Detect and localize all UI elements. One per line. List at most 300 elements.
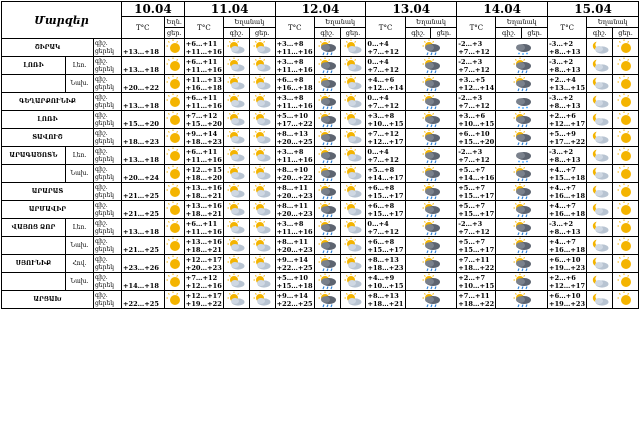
temp-range	[275, 57, 314, 75]
temp-range	[548, 129, 587, 147]
temp-header: T°C	[548, 17, 587, 39]
day-temp: +11…+16	[185, 65, 222, 74]
sun-cloud-icon	[340, 291, 366, 309]
day-label: ցերեկ	[94, 101, 114, 109]
rain-cloud-icon	[314, 129, 340, 147]
night-temp: +12…+15	[185, 165, 222, 174]
sun-icon	[613, 291, 639, 309]
night-temp: +6…+11	[185, 39, 218, 48]
rain-cloud-icon	[405, 93, 457, 111]
night-temp: -2…+3	[458, 93, 483, 102]
night-header: գիշ.	[587, 28, 613, 39]
day-temp: +14…+17	[367, 173, 404, 182]
day-temp: +12…+14	[458, 83, 495, 92]
day-temp: +18…+22	[458, 299, 495, 308]
sun-cloud-icon	[249, 75, 275, 93]
day-label: ցերեկ	[94, 47, 114, 55]
region-row	[2, 237, 639, 255]
day-temp: +8…+13	[549, 227, 581, 236]
temp-range	[275, 237, 314, 255]
rain-cloud-icon	[314, 57, 340, 75]
day-label: ցերեկ	[94, 191, 114, 199]
moon-cloud-icon	[587, 93, 613, 111]
day-temp: +18…+22	[458, 263, 495, 272]
sun-icon	[164, 111, 184, 129]
rain-cloud-icon	[496, 219, 548, 237]
night-temp: +4…+9	[367, 273, 395, 282]
temp-range	[184, 75, 223, 93]
night-temp: 0…+4	[367, 147, 389, 156]
night-temp: +3…+5	[458, 75, 486, 84]
night-temp: +6…+10	[549, 291, 581, 300]
night-temp: +8…+10	[276, 165, 309, 174]
sun-cloud-icon	[224, 219, 250, 237]
day-temp: +11…+16	[276, 65, 313, 74]
day-temp: +12…+17	[367, 137, 404, 146]
temp-range	[366, 93, 405, 111]
temp-range	[275, 75, 314, 93]
day-temp: +15…+17	[367, 245, 404, 254]
night-label: գիշ.	[94, 111, 108, 119]
day-temp: +20…+23	[185, 263, 222, 272]
day-label: ցերեկ	[94, 263, 114, 271]
temp-range	[184, 57, 223, 75]
sun-icon	[613, 201, 639, 219]
rain-cloud-icon	[496, 237, 548, 255]
temp-range	[121, 57, 164, 75]
day-temp: +11…+16	[276, 155, 313, 164]
day-temp: +7…+12	[458, 227, 490, 236]
sun-icon	[164, 75, 184, 93]
night-temp: +8…+13	[276, 129, 309, 138]
day-temp: +21…+25	[122, 209, 159, 218]
sun-cloud-icon	[340, 201, 366, 219]
night-label: գիշ.	[94, 39, 108, 47]
day-temp: +11…+16	[276, 227, 313, 236]
day-temp: +7…+12	[458, 65, 490, 74]
sun-icon	[613, 111, 639, 129]
day-night-labels	[93, 291, 121, 309]
sun-icon	[613, 237, 639, 255]
night-temp: +8…+11	[276, 237, 309, 246]
day-temp: +7…+12	[458, 155, 490, 164]
sun-cloud-icon	[224, 183, 250, 201]
night-label: գիշ.	[94, 147, 108, 155]
day-header: ցեր.	[164, 28, 184, 39]
temp-range	[121, 255, 164, 273]
date-header-2: 11.04	[184, 2, 275, 17]
region-row	[2, 165, 639, 183]
sun-cloud-icon	[249, 273, 275, 291]
day-temp: +7…+12	[458, 47, 490, 56]
sun-icon	[613, 129, 639, 147]
temp-range	[548, 219, 587, 237]
day-temp: +23…+26	[122, 263, 159, 272]
night-temp: +4…+7	[549, 165, 576, 174]
sun-icon	[613, 147, 639, 165]
rain-cloud-icon	[314, 273, 340, 291]
day-temp: +7…+12	[367, 65, 399, 74]
sun-icon	[164, 183, 184, 201]
sun-cloud-icon	[340, 237, 366, 255]
night-temp: -3…+2	[549, 39, 574, 48]
day-temp: +18…+23	[367, 263, 404, 272]
moon-cloud-icon	[587, 201, 613, 219]
temp-range	[457, 75, 496, 93]
sun-cloud-icon	[224, 93, 250, 111]
night-temp: +6…+8	[367, 183, 395, 192]
rain-cloud-icon	[314, 255, 340, 273]
temp-range	[121, 75, 164, 93]
temp-range	[275, 219, 314, 237]
moon-cloud-icon	[587, 183, 613, 201]
sun-cloud-icon	[224, 129, 250, 147]
snow-cloud-icon	[496, 147, 548, 165]
day-temp: +7…+12	[458, 101, 490, 110]
day-temp: +15…+18	[276, 281, 313, 290]
night-temp: +5…+7	[458, 183, 486, 192]
day-night-labels	[93, 75, 121, 93]
temp-range	[548, 255, 587, 273]
region-name: ԱՐՄԱՎԻՐ	[2, 201, 94, 219]
day-temp: +7…+12	[367, 155, 399, 164]
night-temp: +5…+10	[276, 273, 309, 282]
day-header: ցեր.	[431, 28, 457, 39]
temp-range	[457, 201, 496, 219]
sun-cloud-icon	[249, 255, 275, 273]
day-temp: +15…+18	[549, 173, 586, 182]
sun-cloud-icon	[340, 39, 366, 57]
sun-icon	[164, 255, 184, 273]
rain-cloud-icon	[405, 129, 457, 147]
night-temp: +5…+7	[458, 201, 486, 210]
night-temp: -3…+2	[549, 93, 574, 102]
sun-cloud-icon	[224, 111, 250, 129]
day-temp: +15…+20	[458, 137, 495, 146]
temp-range	[548, 57, 587, 75]
rain-cloud-icon	[314, 291, 340, 309]
day-temp: +22…+25	[276, 263, 313, 272]
night-temp: -3…+2	[549, 219, 574, 228]
temp-range	[275, 201, 314, 219]
night-temp: 0…+4	[367, 93, 389, 102]
night-label: գիշ.	[94, 219, 108, 227]
day-temp: +20…+23	[276, 191, 313, 200]
night-header: գիշ.	[314, 28, 340, 39]
night-temp: +6…+11	[185, 147, 218, 156]
night-temp: +9…+14	[276, 291, 309, 300]
night-temp: +6…+10	[458, 129, 490, 138]
night-temp: +6…+11	[185, 219, 218, 228]
day-temp: +13…+18	[122, 65, 159, 74]
region-row	[2, 93, 639, 111]
night-label: գիշ.	[94, 273, 108, 281]
day-temp: +18…+21	[185, 191, 222, 200]
sun-cloud-icon	[340, 111, 366, 129]
day-night-labels	[93, 129, 121, 147]
temp-range	[366, 111, 405, 129]
sun-cloud-icon	[340, 57, 366, 75]
day-temp: +16…+18	[549, 245, 586, 254]
forecast-body	[2, 39, 639, 309]
rain-cloud-icon	[405, 237, 457, 255]
day-night-labels	[93, 219, 121, 237]
rain-cloud-icon	[496, 57, 548, 75]
night-temp: 0…+4	[367, 39, 389, 48]
temp-range	[366, 237, 405, 255]
date-header-1: 10.04	[121, 2, 184, 17]
day-temp: +13…+18	[122, 155, 159, 164]
temp-range	[457, 39, 496, 57]
sun-cloud-icon	[249, 129, 275, 147]
temp-range	[121, 219, 164, 237]
night-temp: +5…+10	[276, 111, 309, 120]
region-row	[2, 75, 639, 93]
day-night-labels	[93, 57, 121, 75]
sun-cloud-icon	[249, 93, 275, 111]
moon-cloud-icon	[587, 273, 613, 291]
temp-range	[275, 273, 314, 291]
sun-icon	[164, 273, 184, 291]
day-temp: +15…+17	[367, 209, 404, 218]
moon-cloud-icon	[587, 255, 613, 273]
day-temp: +19…+23	[549, 299, 586, 308]
day-temp: +15…+20	[185, 119, 222, 128]
day-label: ցերեկ	[94, 227, 114, 235]
sun-icon	[164, 291, 184, 309]
night-header: գիշ.	[405, 28, 431, 39]
night-temp: +4…+7	[549, 201, 576, 210]
zone-label: Լեռ.	[65, 219, 93, 237]
date-header-5: 14.04	[457, 2, 548, 17]
night-temp: +9…+14	[185, 129, 218, 138]
temp-header: T°C	[275, 17, 314, 39]
night-temp: -2…+3	[458, 147, 483, 156]
rain-cloud-icon	[496, 129, 548, 147]
moon-cloud-icon	[587, 147, 613, 165]
night-header: գիշ.	[224, 28, 250, 39]
sun-cloud-icon	[340, 93, 366, 111]
rain-cloud-icon	[405, 147, 457, 165]
temp-range	[457, 111, 496, 129]
rain-cloud-icon	[405, 183, 457, 201]
sun-cloud-icon	[249, 237, 275, 255]
temp-range	[275, 111, 314, 129]
night-temp: -3…+2	[549, 57, 574, 66]
night-temp: -3…+2	[549, 147, 574, 156]
night-temp: +3…+8	[276, 57, 304, 66]
night-temp: +3…+8	[367, 111, 395, 120]
day-temp: +18…+21	[185, 245, 222, 254]
temp-range	[184, 165, 223, 183]
rain-cloud-icon	[314, 165, 340, 183]
night-temp: 0…+4	[367, 57, 389, 66]
day-temp: +11…+16	[276, 101, 313, 110]
region-row	[2, 273, 639, 291]
night-temp: +2…+7	[458, 273, 486, 282]
rain-cloud-icon	[405, 39, 457, 57]
night-temp: +8…+11	[276, 183, 309, 192]
day-temp: +15…+17	[458, 191, 495, 200]
rain-cloud-icon	[496, 255, 548, 273]
temp-range	[121, 39, 164, 57]
temp-range	[366, 129, 405, 147]
night-temp: +6…+8	[276, 75, 304, 84]
temp-range	[548, 237, 587, 255]
sun-icon	[613, 183, 639, 201]
day-temp: +20…+22	[122, 83, 159, 92]
night-temp: +6…+8	[367, 237, 395, 246]
night-temp: +5…+7	[458, 165, 486, 174]
temp-range	[457, 291, 496, 309]
day-temp: +8…+13	[549, 65, 581, 74]
rain-cloud-icon	[405, 255, 457, 273]
rain-cloud-icon	[314, 219, 340, 237]
moon-cloud-icon	[587, 165, 613, 183]
day-label: ցերեկ	[94, 209, 114, 217]
temp-range	[548, 75, 587, 93]
region-name: ԼՈՌԻ	[2, 57, 66, 75]
sun-cloud-icon	[249, 219, 275, 237]
region-row	[2, 39, 639, 57]
day-temp: +13…+15	[549, 83, 586, 92]
sun-cloud-icon	[340, 273, 366, 291]
weather-header: Եղանակ	[496, 17, 548, 28]
day-header: ցեր.	[613, 28, 639, 39]
sun-icon	[164, 219, 184, 237]
night-label: գիշ.	[94, 183, 108, 191]
night-temp: +2…+6	[549, 111, 576, 120]
temp-range	[275, 39, 314, 57]
night-temp: 0…+4	[367, 219, 389, 228]
region-name	[2, 165, 66, 183]
day-header: ցեր.	[340, 28, 366, 39]
temp-range	[121, 147, 164, 165]
rain-cloud-icon	[405, 219, 457, 237]
day-temp: +13…+18	[122, 101, 159, 110]
region-name: ՇԻՐԱԿ	[2, 39, 94, 57]
temp-range	[366, 291, 405, 309]
day-temp: +8…+13	[549, 155, 581, 164]
moon-cloud-icon	[587, 291, 613, 309]
sun-cloud-icon	[249, 183, 275, 201]
temp-range	[275, 291, 314, 309]
sun-cloud-icon	[249, 201, 275, 219]
sun-cloud-icon	[249, 39, 275, 57]
day-temp: +18…+21	[367, 299, 404, 308]
sun-icon	[164, 237, 184, 255]
temp-range	[366, 201, 405, 219]
rain-cloud-icon	[314, 201, 340, 219]
rain-cloud-icon	[405, 165, 457, 183]
sun-cloud-icon	[249, 57, 275, 75]
date-header-4: 13.04	[366, 2, 457, 17]
day-temp: +16…+18	[549, 191, 586, 200]
night-temp: -2…+3	[458, 39, 483, 48]
night-header: գիշ.	[496, 28, 522, 39]
temp-range	[548, 291, 587, 309]
sun-icon	[613, 273, 639, 291]
day-label: ցերեկ	[94, 173, 114, 181]
night-temp: -2…+3	[458, 57, 483, 66]
temp-range	[366, 183, 405, 201]
night-temp: +8…+13	[367, 291, 399, 300]
rain-cloud-icon	[496, 291, 548, 309]
day-temp: +15…+17	[458, 245, 495, 254]
temp-range	[548, 111, 587, 129]
day-temp: +22…+25	[122, 299, 159, 308]
day-label: ցերեկ	[94, 83, 114, 91]
day-temp: +19…+22	[185, 299, 222, 308]
temp-range	[457, 165, 496, 183]
temp-range	[121, 93, 164, 111]
temp-range	[548, 165, 587, 183]
region-name: ՎԱՅՈՑ ՁՈՐ	[2, 219, 66, 237]
temp-range	[548, 201, 587, 219]
night-temp: +2…+6	[549, 273, 576, 282]
night-temp: +7…+11	[458, 291, 490, 300]
region-name: ԱՐՑԱԽ	[2, 291, 94, 309]
temp-range	[184, 129, 223, 147]
sun-icon	[613, 57, 639, 75]
temp-range	[457, 93, 496, 111]
temp-range	[366, 273, 405, 291]
temp-range	[457, 273, 496, 291]
day-night-labels	[93, 273, 121, 291]
night-temp: +12…+17	[185, 291, 222, 300]
day-temp: +12…+14	[367, 83, 404, 92]
temp-range	[184, 219, 223, 237]
region-row	[2, 219, 639, 237]
sun-icon	[613, 75, 639, 93]
day-temp: +17…+22	[276, 119, 313, 128]
sun-icon	[164, 201, 184, 219]
temp-range	[184, 255, 223, 273]
region-row	[2, 129, 639, 147]
day-label: ցերեկ	[94, 155, 114, 163]
day-temp: +11…+16	[276, 47, 313, 56]
temp-range	[548, 273, 587, 291]
temp-range	[366, 147, 405, 165]
night-temp: +13…+16	[185, 237, 222, 246]
day-temp: +11…+16	[185, 101, 222, 110]
night-temp: +2…+4	[549, 75, 576, 84]
day-label: ցերեկ	[94, 281, 114, 289]
temp-range	[184, 111, 223, 129]
sun-icon	[613, 219, 639, 237]
region-row	[2, 255, 639, 273]
night-temp: +3…+8	[276, 39, 304, 48]
day-temp: +18…+20	[185, 173, 222, 182]
temp-range	[366, 219, 405, 237]
region-row	[2, 201, 639, 219]
temp-range	[457, 129, 496, 147]
night-temp: +6…+11	[185, 57, 218, 66]
snow-cloud-icon	[496, 39, 548, 57]
night-temp: +5…+7	[458, 237, 486, 246]
sun-icon	[164, 165, 184, 183]
sun-icon	[164, 129, 184, 147]
moon-cloud-icon	[587, 219, 613, 237]
rain-cloud-icon	[496, 75, 548, 93]
night-label: գիշ.	[94, 291, 108, 299]
day-temp: +7…+12	[367, 227, 399, 236]
region-name	[2, 273, 66, 291]
sun-cloud-icon	[224, 39, 250, 57]
sun-icon	[164, 57, 184, 75]
rain-cloud-icon	[496, 165, 548, 183]
sun-icon	[613, 165, 639, 183]
